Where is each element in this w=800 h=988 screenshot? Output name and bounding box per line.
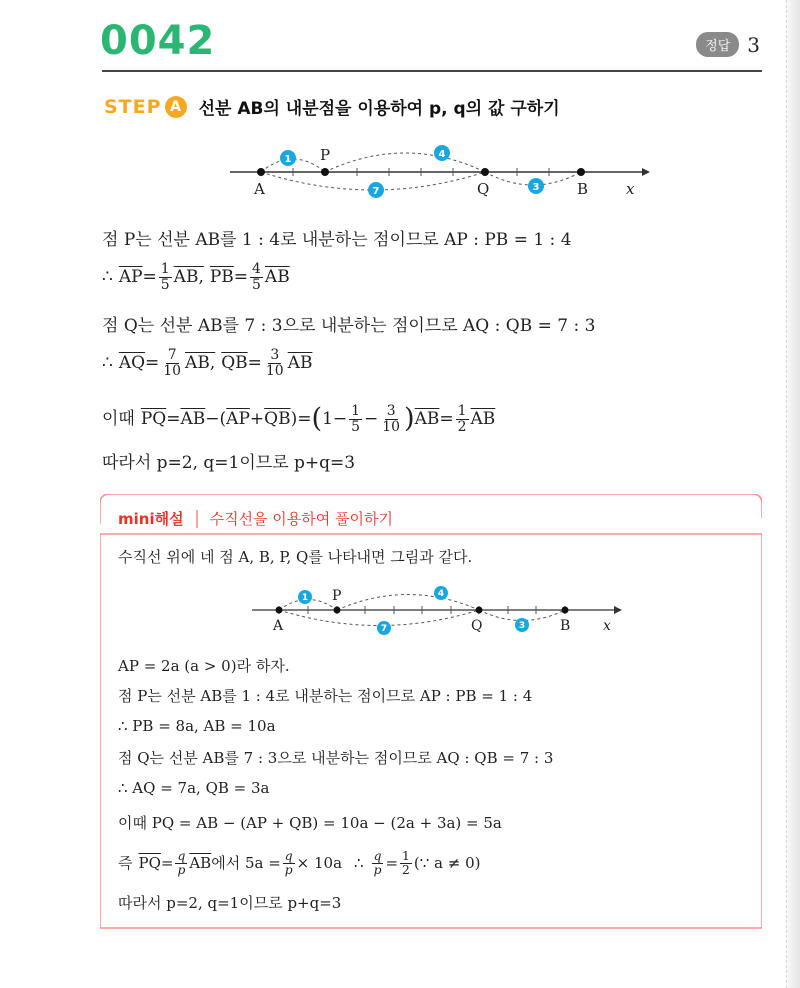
therefore-sign: ∴ bbox=[102, 266, 113, 287]
arc-label-3: 3 bbox=[518, 621, 526, 631]
fraction-den: 5 bbox=[252, 276, 261, 293]
fraction-den: 2 bbox=[457, 418, 467, 435]
times-expr: × 10a bbox=[296, 853, 343, 872]
fraction-num: q bbox=[177, 849, 186, 863]
solution-line-4 bbox=[102, 348, 312, 378]
fraction-num: 1 bbox=[402, 849, 410, 863]
fraction-den: p bbox=[373, 862, 382, 877]
fraction-den: 5 bbox=[351, 418, 361, 435]
equals: = bbox=[385, 853, 399, 872]
equals: = bbox=[142, 266, 157, 287]
seg-ap: $\overline{AP}$ bbox=[226, 408, 250, 429]
fraction bbox=[175, 850, 187, 877]
seg-ab: AB, bbox=[185, 352, 216, 373]
fraction bbox=[159, 262, 172, 292]
step-heading bbox=[104, 94, 560, 119]
mini-line-4: ∴ PB = 8a, AB = 10a bbox=[118, 717, 276, 735]
mini-label: mini해설 bbox=[118, 510, 184, 528]
seg-ab: $\overline{AB}$ bbox=[287, 352, 313, 373]
big-paren-left: ( bbox=[311, 403, 323, 435]
fraction bbox=[372, 850, 384, 877]
mini-line-2: AP = 2a (a > 0)라 하자. bbox=[118, 657, 290, 675]
fraction-den: p bbox=[177, 862, 186, 877]
solution-line-3: 점 Q는 선분 AB를 7 : 3으로 내분하는 점이므로 AQ : QB = 7 : 3 bbox=[102, 316, 596, 336]
point-label-q: Q bbox=[471, 618, 483, 634]
word-that-is: 즉 bbox=[118, 853, 133, 872]
mini-line-5: 점 Q는 선분 AB를 7 : 3으로 내분하는 점이므로 AQ : QB = 7 : 3 bbox=[118, 749, 554, 767]
mini-line-1: 수직선 위에 네 점 A, B, P, Q를 나타내면 그림과 같다. bbox=[118, 548, 473, 566]
mini-divider bbox=[196, 510, 198, 528]
solution-line-1: 점 P는 선분 AB를 1 : 4로 내분하는 점이므로 AP : PB = 1 : 4 bbox=[102, 230, 572, 250]
equals: = bbox=[145, 352, 160, 373]
arc-label-4: 4 bbox=[438, 149, 446, 160]
fraction-den: p bbox=[284, 862, 293, 877]
seg-ab: $\overline{AB}$ bbox=[180, 408, 206, 429]
condition: (∵ a ≠ 0) bbox=[413, 853, 481, 872]
arc-label-7: 7 bbox=[372, 186, 380, 197]
fraction bbox=[283, 850, 295, 877]
point-label-b: B bbox=[577, 180, 589, 198]
mini-title: 수직선을 이용하여 풀이하기 bbox=[209, 510, 393, 528]
step-letter: A bbox=[165, 96, 187, 118]
fraction-num: q bbox=[284, 849, 293, 863]
big-paren-right: ) bbox=[404, 403, 415, 435]
number-line-diagram bbox=[230, 138, 650, 202]
solution-line-6: 따라서 p=2, q=1이므로 p+q=3 bbox=[102, 453, 356, 473]
axis-label-x: x bbox=[626, 180, 635, 198]
seg-ab: $\overline{AB}$ bbox=[264, 266, 290, 287]
equals: = bbox=[166, 408, 181, 429]
point-label-a: A bbox=[273, 618, 284, 634]
therefore-sign: ∴ bbox=[102, 352, 113, 373]
fraction bbox=[456, 404, 469, 434]
plus: + bbox=[249, 408, 265, 429]
answer bbox=[696, 32, 760, 57]
fraction bbox=[264, 348, 286, 378]
mini-line-6: ∴ AQ = 7a, QB = 3a bbox=[118, 779, 270, 797]
minus: − bbox=[364, 408, 379, 429]
fraction-num: 3 bbox=[270, 347, 280, 363]
equals: = bbox=[247, 352, 262, 373]
equals: = bbox=[160, 853, 174, 872]
mini-line-9: 따라서 p=2, q=1이므로 p+q=3 bbox=[118, 894, 342, 912]
fraction-den: 10 bbox=[163, 362, 182, 379]
fraction-num: 7 bbox=[167, 347, 177, 363]
mini-header bbox=[118, 508, 393, 529]
point-label-a: A bbox=[254, 180, 265, 198]
fraction-num: 1 bbox=[351, 403, 361, 419]
fraction bbox=[380, 404, 402, 434]
one-minus: 1− bbox=[322, 408, 348, 429]
problem-number: 0042 bbox=[100, 18, 216, 64]
gutter-line bbox=[786, 0, 787, 988]
fraction-num: 3 bbox=[386, 403, 396, 419]
close-paren: )= bbox=[290, 408, 312, 429]
fraction-den: 10 bbox=[265, 362, 284, 379]
fraction-num: 4 bbox=[252, 261, 261, 277]
header-rule bbox=[102, 70, 762, 72]
fraction bbox=[349, 404, 362, 434]
mini-line-3: 점 P는 선분 AB를 1 : 4로 내분하는 점이므로 AP : PB = 1 : 4 bbox=[118, 687, 533, 705]
axis-label-x: x bbox=[603, 618, 611, 634]
mini-line-7: 이때 PQ = AB − (AP + QB) = 10a − (2a + 3a) = 5a bbox=[118, 814, 502, 832]
minus-paren: −( bbox=[205, 408, 227, 429]
seg-aq: $\overline{AQ}$ bbox=[118, 352, 146, 373]
fraction-den: 10 bbox=[382, 418, 401, 435]
fraction-num: q bbox=[373, 849, 382, 863]
arc-label-4: 4 bbox=[437, 589, 445, 599]
seg-pq: $\overline{PQ}$ bbox=[140, 408, 167, 429]
text-mid: 에서 5a = bbox=[211, 853, 281, 872]
seg-ab: AB, bbox=[173, 266, 204, 287]
fraction bbox=[400, 850, 412, 877]
step-word: STEP bbox=[104, 95, 162, 118]
seg-ab: $\overline{AB}$ bbox=[470, 408, 496, 429]
arc-label-1: 1 bbox=[284, 154, 292, 165]
solution-line-2 bbox=[102, 262, 290, 292]
mini-number-line-diagram bbox=[252, 585, 622, 643]
arc-label-7: 7 bbox=[380, 624, 388, 634]
mini-line-8 bbox=[118, 850, 480, 877]
arc-label-3: 3 bbox=[532, 182, 540, 193]
seg-ap: $\overline{AP}$ bbox=[118, 266, 143, 287]
fraction bbox=[250, 262, 263, 292]
fraction-num: 1 bbox=[457, 403, 467, 419]
fraction bbox=[161, 348, 183, 378]
equals: = bbox=[233, 266, 249, 287]
point-label-q: Q bbox=[477, 180, 490, 198]
seg-ab: $\overline{AB}$ bbox=[414, 408, 440, 429]
arc-label-1: 1 bbox=[301, 593, 309, 603]
point-label-b: B bbox=[560, 618, 571, 634]
equals: = bbox=[439, 408, 454, 429]
point-label-p: P bbox=[332, 588, 342, 604]
solution-line-5 bbox=[102, 404, 495, 434]
seg-qb: $\overline{QB}$ bbox=[221, 352, 248, 373]
seg-ab: $\overline{AB}$ bbox=[189, 853, 212, 872]
step-title: 선분 AB의 내분점을 이용하여 p, q의 값 구하기 bbox=[198, 99, 560, 119]
fraction-num: 1 bbox=[160, 261, 170, 277]
point-label-p: P bbox=[320, 146, 331, 164]
word-then: 이때 bbox=[102, 408, 135, 429]
seg-qb: $\overline{QB}$ bbox=[264, 408, 291, 429]
answer-badge: 정답 bbox=[696, 32, 739, 57]
therefore-sign: ∴ bbox=[354, 853, 364, 872]
fraction-den: 2 bbox=[402, 862, 410, 877]
fraction-den: 5 bbox=[160, 276, 170, 293]
answer-value: 3 bbox=[747, 32, 760, 57]
seg-pb: $\overline{PB}$ bbox=[209, 266, 234, 287]
seg-pq: $\overline{PQ}$ bbox=[138, 853, 161, 872]
